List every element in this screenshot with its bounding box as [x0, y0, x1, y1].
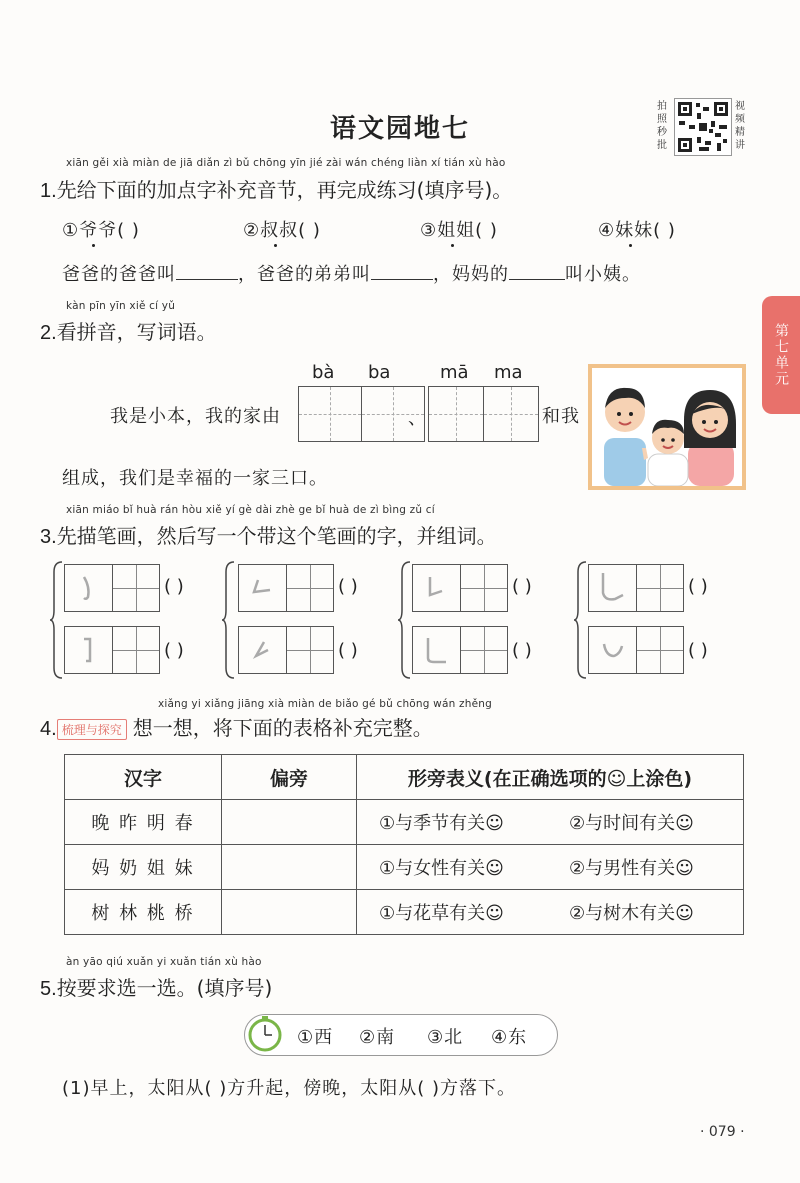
page-number: · 079 ·	[700, 1124, 745, 1140]
stroke-box[interactable]	[588, 626, 684, 674]
writing-grid-mama[interactable]	[428, 386, 539, 442]
pinyin-ba2: ba	[368, 362, 391, 383]
stroke-pietiao-icon	[250, 638, 274, 662]
q4-pinyin: xiǎng yi xiǎng jiāng xià miàn de biǎo gé bǔ chōng wán zhěng	[158, 698, 492, 710]
q1-pinyin: xiān gěi xià miàn de jiā diǎn zì bǔ chōng yīn jié zài wán chéng liàn xí tián xù hào	[66, 157, 506, 169]
radical-answer-cell[interactable]	[222, 845, 357, 890]
stroke-trace-cell[interactable]	[65, 627, 113, 673]
stroke-box[interactable]	[238, 564, 334, 612]
row-chars: 树 林 桃 桥	[65, 890, 222, 935]
pinyin-ba1: bà	[312, 362, 335, 383]
option-2[interactable]: ②与树木有关☺	[569, 903, 694, 924]
stroke-shuwan-icon	[422, 634, 450, 666]
answer-paren[interactable]: ( )	[512, 576, 532, 597]
q3-heading	[40, 520, 497, 549]
option-south[interactable]: ②南	[359, 1027, 396, 1048]
q5-text: 按要求选一选。(填序号)	[56, 976, 273, 1000]
stroke-box[interactable]	[412, 626, 508, 674]
q1-blank-1[interactable]	[176, 261, 238, 280]
write-cell[interactable]	[461, 627, 508, 673]
brace-icon	[574, 560, 588, 680]
qr-code-icon[interactable]	[674, 98, 732, 156]
q1-item-2: ②叔叔( )	[243, 220, 321, 241]
writing-cell[interactable]	[483, 386, 539, 442]
q1-blank-3[interactable]	[509, 261, 565, 280]
write-cell[interactable]	[637, 627, 684, 673]
stroke-trace-cell[interactable]	[413, 565, 461, 611]
option-west[interactable]: ①西	[297, 1027, 334, 1048]
qr-code-area[interactable]	[656, 98, 752, 154]
q2-separator: 、	[408, 408, 427, 429]
table-row	[65, 800, 744, 845]
meaning-options	[357, 845, 744, 890]
q2-line-a: 我是小本，我的家由	[110, 406, 281, 427]
stroke-box[interactable]	[238, 626, 334, 674]
write-cell[interactable]	[461, 565, 508, 611]
write-cell[interactable]	[113, 627, 160, 673]
brace-icon	[398, 560, 412, 680]
q5-sub1: (1)早上，太阳从( )方升起，傍晚，太阳从( )方落下。	[62, 1078, 517, 1099]
q2-heading	[40, 316, 217, 345]
emphasis-dot	[92, 244, 95, 247]
stroke-box[interactable]	[588, 564, 684, 612]
q1-sentence-part: ，爸爸的弟弟叫	[238, 264, 371, 285]
q1-heading	[40, 174, 512, 203]
stroke-box[interactable]	[64, 564, 160, 612]
row-chars: 妈 奶 姐 妹	[65, 845, 222, 890]
stroke-shuwangou-icon	[597, 571, 627, 605]
write-cell[interactable]	[287, 627, 334, 673]
q4-number: 4.	[40, 718, 57, 740]
emphasis-dot	[451, 244, 454, 247]
option-2[interactable]: ②与男性有关☺	[569, 858, 694, 879]
option-east[interactable]: ④东	[491, 1027, 528, 1048]
clock-icon	[247, 1016, 283, 1052]
stroke-trace-cell[interactable]	[589, 565, 637, 611]
answer-paren[interactable]: ( )	[688, 640, 708, 661]
stroke-shuwangou-icon	[78, 573, 98, 603]
option-1[interactable]: ①与女性有关☺	[379, 858, 504, 879]
table-header: 汉字	[65, 755, 222, 800]
q4-heading	[40, 712, 433, 741]
writing-grid-baba[interactable]	[298, 386, 425, 442]
q2-text: 看拼音，写词语。	[56, 320, 217, 344]
stroke-trace-cell[interactable]	[239, 627, 287, 673]
q1-item-1: ①爷爷( )	[62, 220, 140, 241]
stroke-trace-cell[interactable]	[413, 627, 461, 673]
q5-number: 5.	[40, 978, 57, 1000]
unit-side-tab[interactable]: 第七单元	[762, 296, 800, 414]
option-north[interactable]: ③北	[427, 1027, 464, 1048]
answer-paren[interactable]: ( )	[338, 640, 358, 661]
emphasis-dot	[629, 244, 632, 247]
q1-item-3: ③姐姐( )	[420, 220, 498, 241]
q4-text: 想一想，将下面的表格补充完整。	[132, 716, 433, 740]
q1-item-4: ④妹妹( )	[598, 220, 676, 241]
q1-sentence-part: 叫小姨。	[565, 264, 641, 285]
stroke-shuti-icon	[424, 573, 448, 603]
writing-cell[interactable]	[428, 386, 484, 442]
q1-sentence-part: ，妈妈的	[433, 264, 509, 285]
q2-line-b: 和我	[542, 406, 580, 427]
stroke-box[interactable]	[412, 564, 508, 612]
table-row	[65, 890, 744, 935]
q1-blank-2[interactable]	[371, 261, 433, 280]
radical-table	[64, 754, 744, 935]
meaning-options	[357, 800, 744, 845]
radical-answer-cell[interactable]	[222, 890, 357, 935]
stroke-trace-cell[interactable]	[589, 627, 637, 673]
option-1[interactable]: ①与季节有关☺	[379, 813, 504, 834]
q3-pinyin: xiān miáo bǐ huà rán hòu xiě yí gè dài zhè ge bǐ huà de zì bìng zǔ cí	[66, 504, 435, 516]
pinyin-ma2: ma	[494, 362, 523, 383]
answer-paren[interactable]: ( )	[512, 640, 532, 661]
stroke-trace-cell[interactable]	[65, 565, 113, 611]
pinyin-ma1: mā	[440, 362, 469, 383]
q5-pinyin: àn yāo qiú xuǎn yi xuǎn tián xù hào	[66, 956, 262, 968]
q1-text: 先给下面的加点字补充音节，再完成练习(填序号)。	[56, 178, 513, 202]
stroke-shugou-icon	[78, 635, 98, 665]
write-cell[interactable]	[637, 565, 684, 611]
stroke-piezhe-icon	[250, 576, 274, 600]
table-header-row	[65, 755, 744, 800]
table-row	[65, 845, 744, 890]
write-cell[interactable]	[287, 565, 334, 611]
meaning-options	[357, 890, 744, 935]
q2-pinyin: kàn pīn yīn xiě cí yǔ	[66, 300, 176, 312]
row-chars: 晚 昨 明 春	[65, 800, 222, 845]
brace-icon	[222, 560, 236, 680]
q2-number: 2.	[40, 322, 57, 344]
q1-number: 1.	[40, 180, 57, 202]
option-2[interactable]: ②与时间有关☺	[569, 813, 694, 834]
answer-paren[interactable]: ( )	[688, 576, 708, 597]
q5-heading	[40, 972, 272, 1001]
family-illustration	[588, 364, 746, 490]
qr-left-label: 拍照秒批	[657, 101, 667, 151]
q4-tag: 梳理与探究	[57, 719, 127, 740]
radical-answer-cell[interactable]	[222, 800, 357, 845]
qr-right-label: 视频精讲	[735, 101, 745, 151]
q3-text: 先描笔画，然后写一个带这个笔画的字，并组词。	[56, 524, 497, 548]
stroke-wan-icon	[598, 638, 626, 662]
answer-paren[interactable]: ( )	[338, 576, 358, 597]
writing-cell[interactable]	[298, 386, 362, 442]
table-header: 形旁表义(在正确选项的☺上涂色)	[357, 755, 744, 800]
table-header: 偏旁	[222, 755, 357, 800]
emphasis-dot	[274, 244, 277, 247]
q1-sentence	[62, 260, 641, 286]
stroke-trace-cell[interactable]	[239, 565, 287, 611]
q3-number: 3.	[40, 526, 57, 548]
q2-line-c: 组成，我们是幸福的一家三口。	[62, 468, 328, 489]
brace-icon	[50, 560, 64, 680]
write-cell[interactable]	[113, 565, 160, 611]
page-title: 语文园地七	[329, 114, 470, 144]
stroke-box[interactable]	[64, 626, 160, 674]
answer-paren[interactable]: ( )	[164, 640, 184, 661]
q1-sentence-part: 爸爸的爸爸叫	[62, 264, 176, 285]
answer-paren[interactable]: ( )	[164, 576, 184, 597]
option-1[interactable]: ①与花草有关☺	[379, 903, 504, 924]
direction-options	[244, 1014, 558, 1056]
